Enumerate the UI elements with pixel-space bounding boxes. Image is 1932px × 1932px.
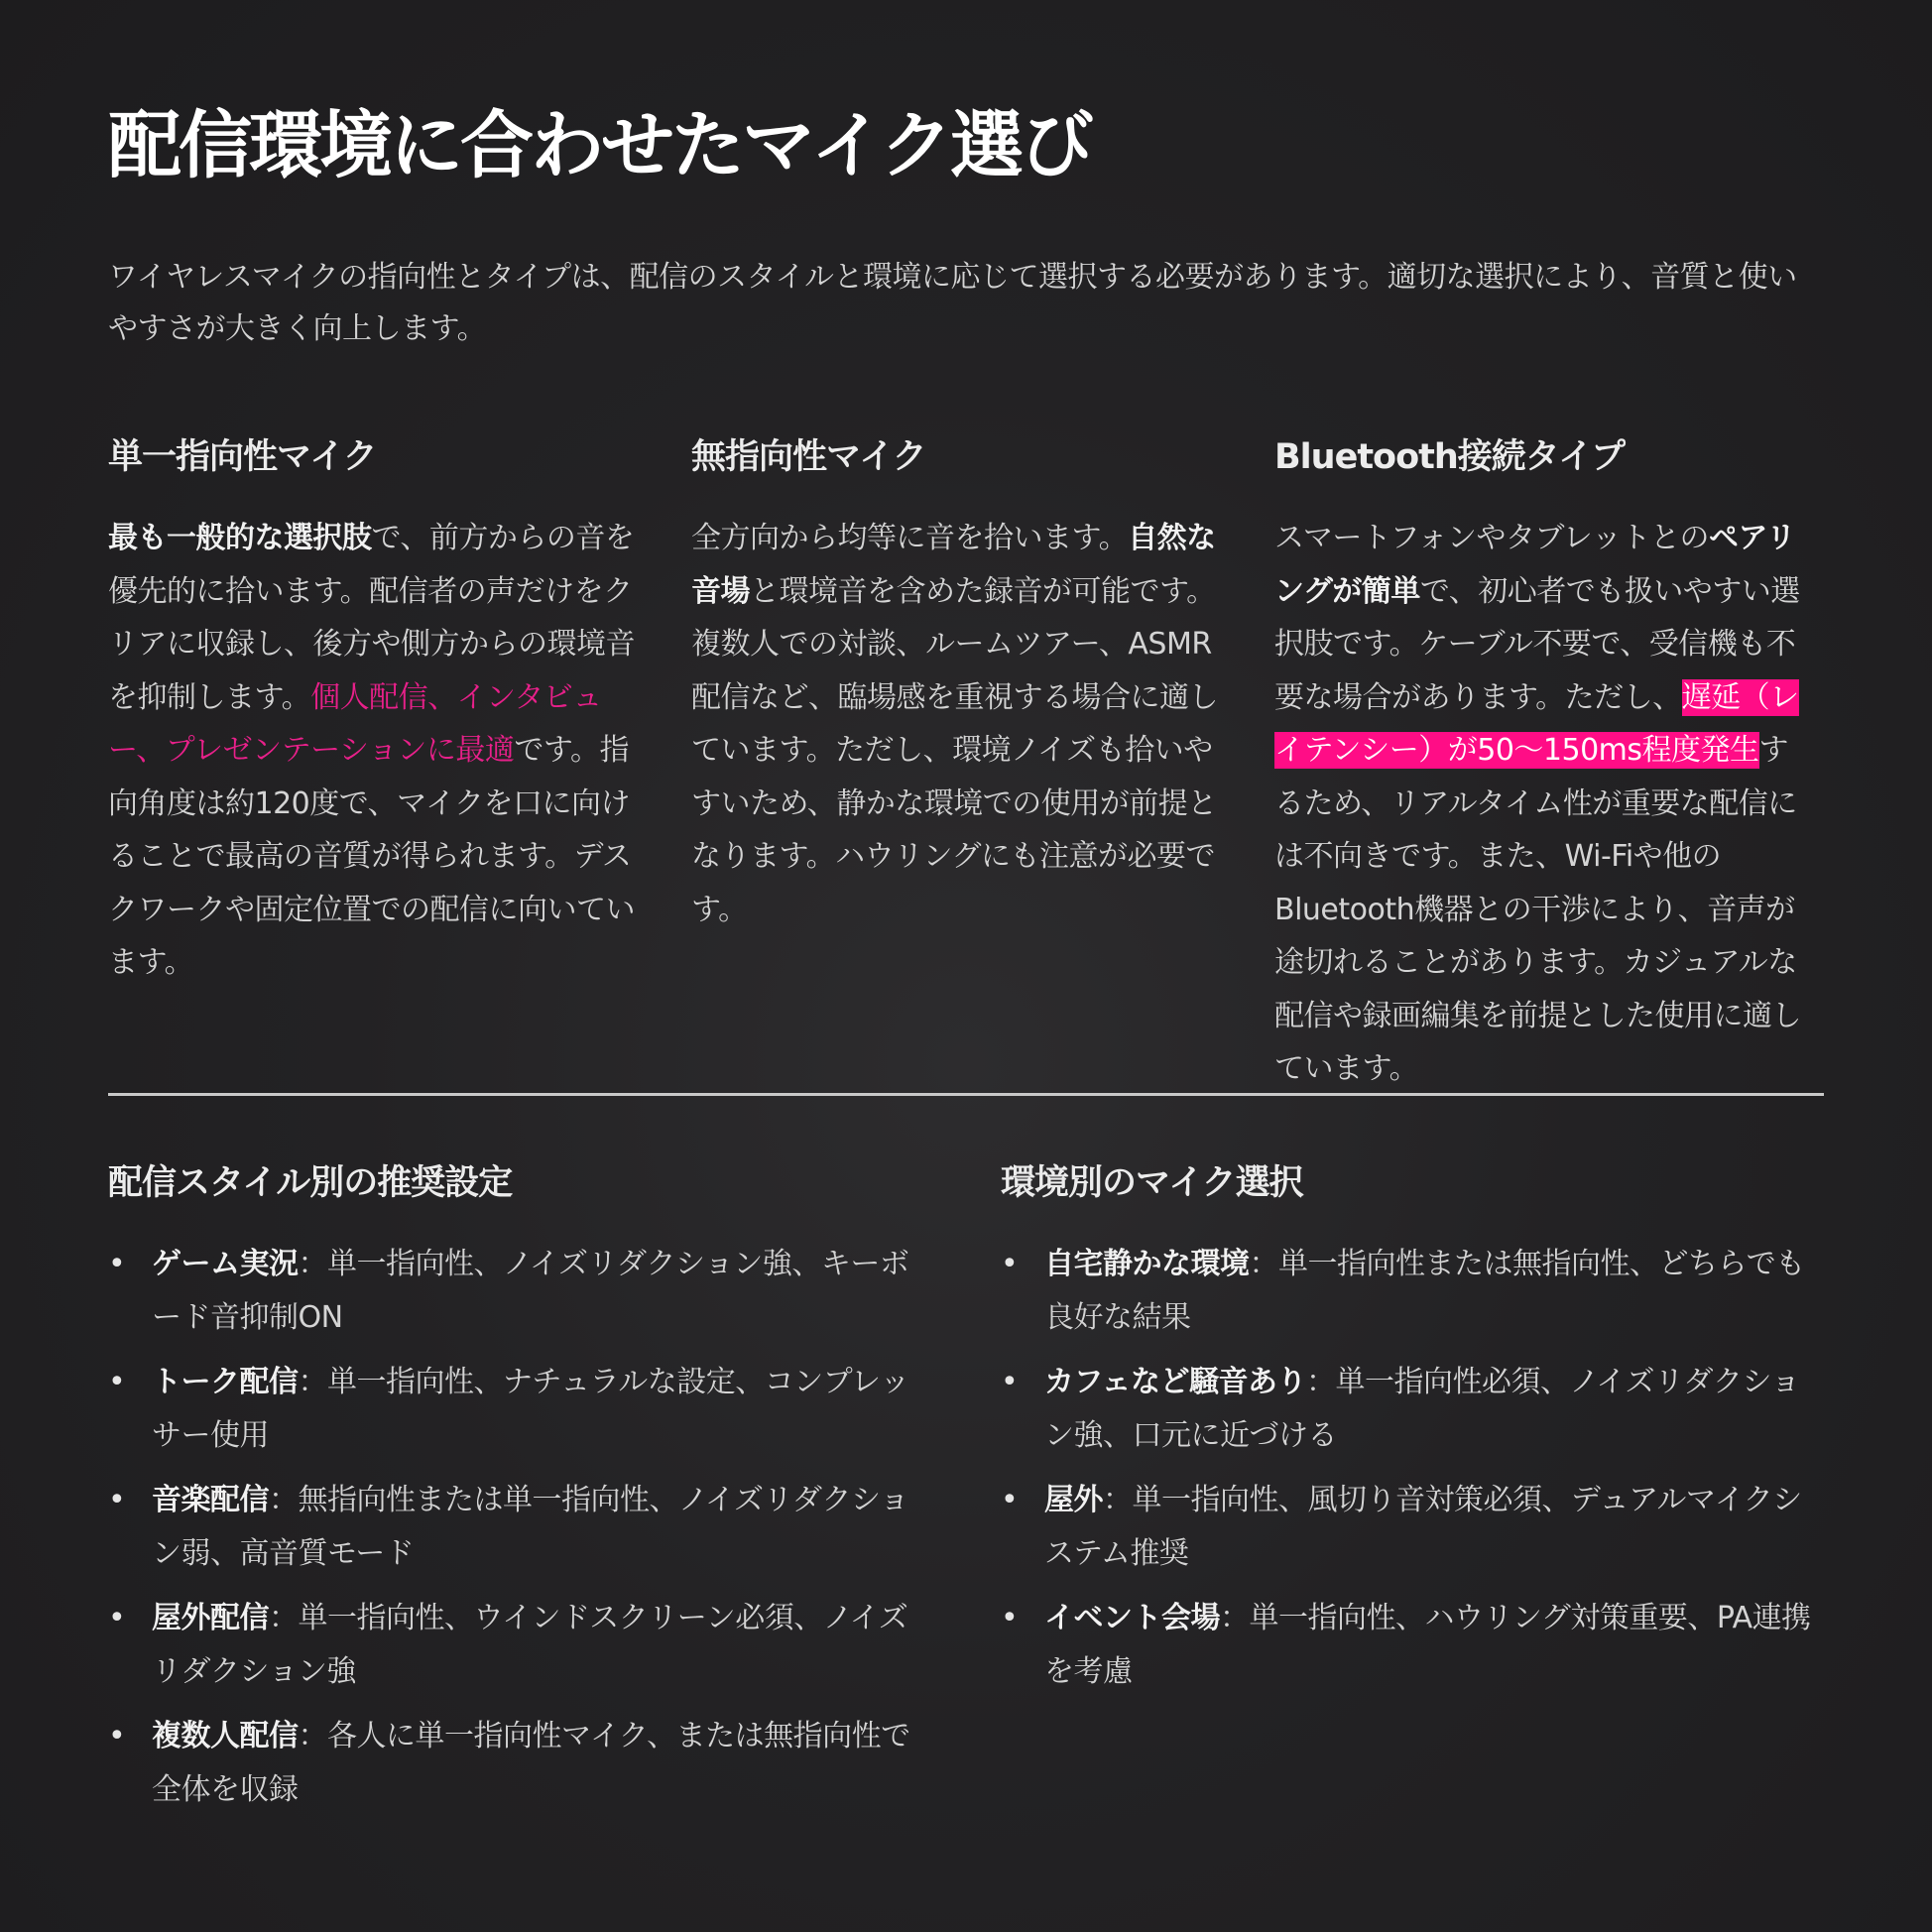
item-text: ：無指向性または単一指向性、ノイズリダクション弱、高音質モード [152, 1483, 909, 1571]
column-bluetooth [1274, 432, 1815, 1096]
style-list [108, 1238, 931, 1816]
body-text: するため、リアルタイム性が重要な配信には不向きです。また、Wi-Fiや他のBluetooth機器との干渉により、音声が途切れることがあります。カジュアルな配信や録画編集を前提とした使用に適しています。 [1274, 733, 1801, 1086]
bullet: • [108, 1365, 126, 1399]
section-heading: 環境別のマイク選択 [1001, 1163, 1303, 1203]
highlighted-text: 遅延（レイテンシー）が50〜150ms程度発生 [1274, 679, 1799, 768]
item-label: 自宅静かな環境 [1044, 1247, 1250, 1281]
bullet: • [108, 1483, 126, 1517]
list-item [108, 1238, 931, 1344]
list-item [1001, 1592, 1824, 1698]
item-label: トーク配信 [152, 1365, 299, 1399]
bullet: • [1001, 1247, 1019, 1281]
bullet: • [108, 1247, 126, 1281]
list-item [1001, 1238, 1824, 1344]
body-text: 全方向から均等に音を拾います。 [691, 521, 1129, 555]
column-body [1274, 512, 1815, 1096]
item-label: 複数人配信 [152, 1719, 299, 1753]
item-label: ゲーム実況 [152, 1247, 299, 1281]
emphasis-text: 最も一般的な選択肢 [108, 521, 372, 555]
item-label: イベント会場 [1044, 1601, 1220, 1635]
emphasis-text: ペアリングが簡単 [1274, 521, 1796, 609]
pink-emphasis-text: 個人配信、インタビュー、プレゼンテーションに最適 [108, 679, 602, 768]
section-divider [108, 1093, 1824, 1096]
bullet: • [1001, 1483, 1019, 1517]
style-recommendations [108, 1158, 931, 1828]
bullet: • [108, 1719, 126, 1753]
item-label: 屋外 [1044, 1483, 1103, 1517]
column-omnidirectional [691, 432, 1232, 936]
item-text: ：単一指向性必須、ノイズリダクション強、口元に近づける [1044, 1365, 1800, 1453]
list-item [108, 1710, 931, 1816]
column-heading: Bluetooth接続タイプ [1274, 437, 1626, 477]
list-item [1001, 1474, 1824, 1580]
item-text: ：単一指向性、ナチュラルな設定、コンプレッサー使用 [152, 1365, 909, 1453]
column-heading: 無指向性マイク [691, 437, 926, 477]
body-text: で、前方からの音を優先的に拾います。配信者の声だけをクリアに収録し、後方や側方からの環境音を抑制します。 [108, 521, 635, 715]
body-text: です。指向角度は約120度で、マイクを口に向けることで最高の音質が得られます。デスクワークや固定位置での配信に向いています。 [108, 733, 635, 980]
section-heading: 配信スタイル別の推奨設定 [108, 1163, 513, 1203]
column-unidirectional [108, 432, 649, 990]
list-item [1001, 1356, 1824, 1462]
list-item [108, 1474, 931, 1580]
list-item [108, 1356, 931, 1462]
item-label: 屋外配信 [152, 1601, 269, 1635]
body-text: スマートフォンやタブレットとの [1274, 521, 1709, 555]
column-body [691, 512, 1232, 936]
item-text: ：各人に単一指向性マイク、または無指向性で全体を収録 [152, 1719, 910, 1807]
body-text: で、初心者でも扱いやすい選択肢です。ケーブル不要で、受信機も不要な場合があります。ただし、 [1274, 573, 1800, 715]
environment-recommendations [1001, 1158, 1824, 1710]
bullet: • [1001, 1601, 1019, 1635]
item-text: ：単一指向性、風切り音対策必須、デュアルマイクシステム推奨 [1044, 1483, 1802, 1571]
bullet: • [1001, 1365, 1019, 1399]
environment-list [1001, 1238, 1824, 1698]
item-text: ：単一指向性、ハウリング対策重要、PA連携を考慮 [1044, 1601, 1811, 1689]
column-body [108, 512, 649, 990]
list-item [108, 1592, 931, 1698]
emphasis-text: 自然な音場 [691, 521, 1216, 609]
item-text: ：単一指向性、ノイズリダクション強、キーボード音抑制ON [152, 1247, 909, 1335]
item-text: ：単一指向性、ウインドスクリーン必須、ノイズリダクション強 [152, 1601, 908, 1689]
intro-paragraph: ワイヤレスマイクの指向性とタイプは、配信のスタイルと環境に応じて選択する必要があります。適切な選択により、音質と使いやすさが大きく向上します。 [108, 260, 1797, 346]
item-text: ：単一指向性または無指向性、どちらでも良好な結果 [1044, 1247, 1805, 1335]
item-label: 音楽配信 [152, 1483, 269, 1517]
item-label: カフェなど騒音あり [1044, 1365, 1306, 1399]
column-heading: 単一指向性マイク [108, 437, 377, 477]
bullet: • [108, 1601, 126, 1635]
page-title: 配信環境に合わせたマイク選び [108, 103, 1092, 188]
body-text: と環境音を含めた録音が可能です。複数人での対談、ルームツアー、ASMR配信など、臨場感を重視する場合に適しています。ただし、環境ノイズも拾いやすいため、静かな環境での使用が前提となります。ハウリングにも注意が必要です。 [691, 573, 1218, 927]
